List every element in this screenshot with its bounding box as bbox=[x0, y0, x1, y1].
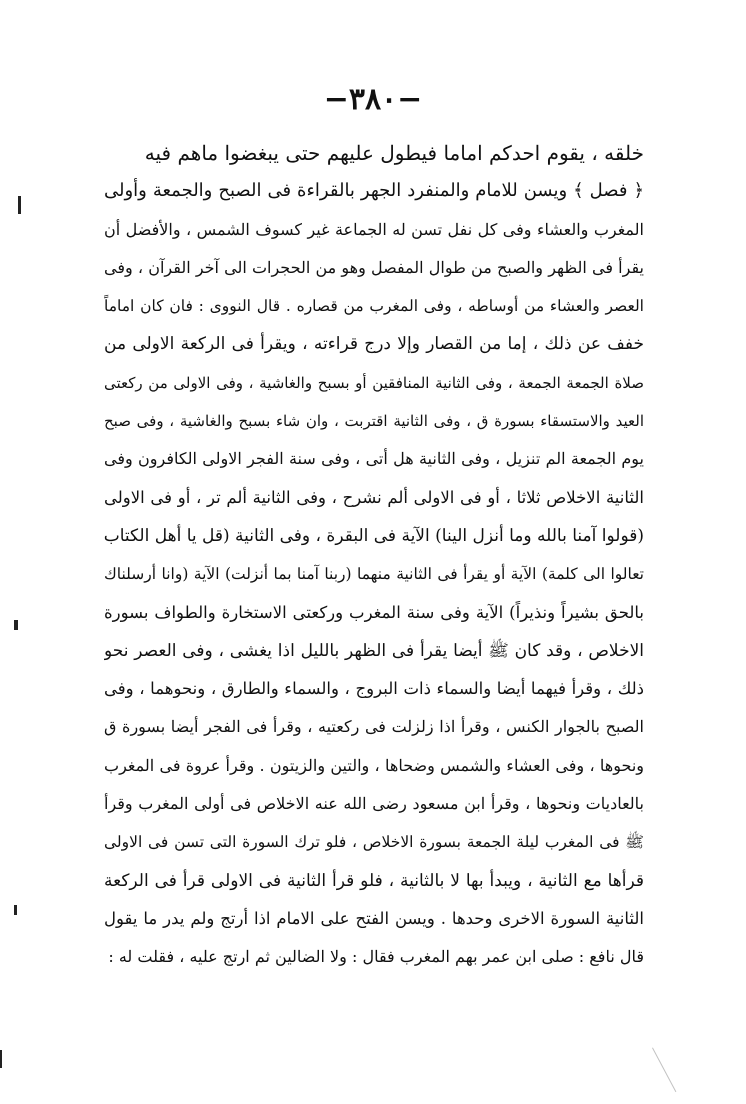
text-line: ﷺ فى المغرب ليلة الجمعة بسورة الاخلاص ، فلو ترك السورة التى تسن فى الاولى bbox=[104, 833, 644, 852]
text-line: الصبح بالجوار الكنس ، وقرأ اذا زلزلت فى ركعتيه ، وقرأ فى الفجر أيضا بسورة ق bbox=[104, 717, 644, 737]
text-line: الثانية السورة الاخرى وحدها . ويسن الفتح على الامام اذا أرتج ولم يدر ما يقول bbox=[104, 908, 644, 928]
body-text bbox=[104, 134, 644, 977]
scan-artifact bbox=[18, 196, 21, 214]
scan-artifact bbox=[14, 620, 18, 630]
text-line: المغرب والعشاء وفى كل نفل تسن له الجماعة غير كسوف الشمس ، والأفضل أن bbox=[104, 219, 644, 239]
text-line: الاخلاص ، وقد كان ﷺ أيضا يقرأ فى الظهر بالليل اذا يغشى ، وفى العصر نحو bbox=[104, 640, 644, 661]
text-line: يوم الجمعة الم تنزيل ، وفى الثانية هل أتى ، وفى سنة الفجر الاولى الكافرون وفى bbox=[104, 449, 644, 469]
text-line: ﴿ فصل ﴾ ويسن للامام والمنفرد الجهر بالقراءة فى الصبح والجمعة وأولى bbox=[104, 180, 644, 202]
text-line: ذلك ، وقرأ فيهما أيضا والسماء ذات البروج ، والسماء والطارق ، ونحوهما ، وفى bbox=[104, 679, 644, 699]
text-line: خلقه ، يقوم احدكم اماما فيطول عليهم حتى يبغضوا ماهم فيه bbox=[144, 141, 644, 165]
text-line: بالحق بشيراً ونذيراً) الآية وفى سنة المغرب وركعتى الاستخارة والطواف بسورة bbox=[104, 602, 644, 622]
text-line: العصر والعشاء من أوساطه ، وفى المغرب من قصاره . قال النووى : فان كان اماماً bbox=[104, 297, 644, 316]
text-line: قرأها مع الثانية ، ويبدأ بها لا بالثانية ، فلو قرأ الثانية فى الاولى قرأ فى الركعة bbox=[104, 870, 644, 891]
text-line: الثانية الاخلاص ثلاثا ، أو فى الاولى ألم نشرح ، وفى الثانية ألم تر ، أو فى الاولى bbox=[104, 487, 644, 507]
text-line: بالعاديات ونحوها ، وقرأ ابن مسعود رضى الله عنه الاخلاص فى أولى المغرب وقرأ bbox=[104, 794, 644, 814]
text-line: تعالوا الى كلمة) الآية أو يقرأ فى الثانية منهما (ربنا آمنا بما أنزلت) الآية (وانا أرسلناك bbox=[104, 565, 644, 584]
page-number: −٣٨٠− bbox=[323, 82, 423, 117]
text-line: خفف عن ذلك ، إما من القصار وإلا درج قراءته ، ويقرأ فى الركعة الاولى من bbox=[104, 334, 644, 355]
text-line: قال نافع : صلى ابن عمر بهم المغرب فقال : ولا الضالين ثم ارتج عليه ، فقلت له : bbox=[108, 947, 644, 967]
paper-scratch bbox=[652, 1033, 703, 1092]
scan-artifact bbox=[0, 1050, 2, 1068]
text-line: يقرأ فى الظهر والصبح من طوال المفصل وهو من الحجرات الى آخر القرآن ، وفى bbox=[104, 257, 644, 277]
scan-artifact bbox=[14, 905, 17, 915]
text-line: صلاة الجمعة الجمعة ، وفى الثانية المنافقين أو بسبح والغاشية ، وفى الاولى من ركعتى bbox=[104, 373, 644, 392]
text-line: العيد والاستسقاء بسورة ق ، وفى الثانية اقتربت ، وان شاء بسبح والغاشية ، وفى صبح bbox=[104, 412, 644, 431]
text-line: (قولوا آمنا بالله وما أنزل الينا) الآية فى البقرة ، وفى الثانية (قل يا أهل الكتاب bbox=[104, 525, 644, 546]
text-line: ونحوها ، وفى العشاء والشمس وضحاها ، والتين والزيتون . وقرأ عروة فى المغرب bbox=[104, 755, 644, 775]
